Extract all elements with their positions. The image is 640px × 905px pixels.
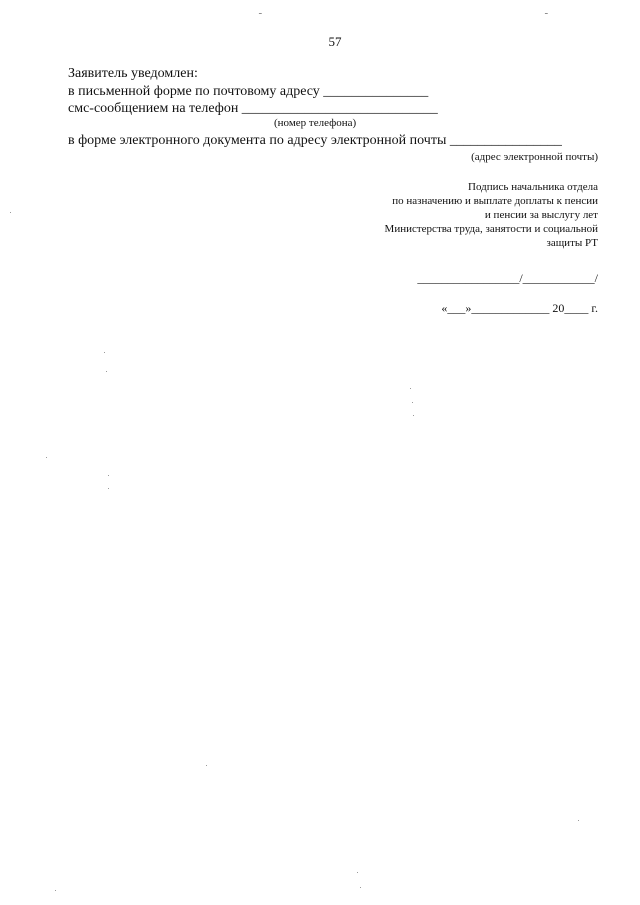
signature-block-line: и пенсии за выслугу лет bbox=[484, 209, 598, 221]
scan-speck bbox=[410, 388, 411, 389]
notice-email-line: в форме электронного документа по адресу электронной почты ________________ bbox=[68, 133, 562, 148]
signature-line: _________________/____________/ bbox=[417, 271, 598, 285]
scan-speck bbox=[46, 457, 47, 458]
signature-block-line: Подпись начальника отдела bbox=[468, 181, 598, 193]
scan-speck bbox=[108, 488, 109, 489]
scan-speck bbox=[106, 371, 107, 372]
scan-speck bbox=[360, 887, 361, 888]
scan-mark: ـ bbox=[545, 6, 548, 16]
scan-mark: ـ bbox=[259, 6, 262, 16]
signature-block-line: по назначению и выплате доплаты к пенсии bbox=[392, 195, 598, 207]
scan-speck bbox=[412, 402, 413, 403]
signature-block bbox=[385, 180, 598, 250]
scan-speck bbox=[357, 872, 358, 873]
signature-block-line: Министерства труда, занятости и социальной bbox=[384, 223, 598, 235]
scan-speck bbox=[10, 212, 11, 213]
notice-postal-line: в письменной форме по почтовому адресу _______________ bbox=[68, 84, 429, 99]
scan-speck bbox=[413, 415, 414, 416]
date-line: «___»_____________ 20____ г. bbox=[441, 301, 598, 315]
scan-speck bbox=[578, 820, 579, 821]
notice-sms-line: смс-сообщением на телефон ____________________________ bbox=[68, 101, 438, 116]
scan-speck bbox=[55, 890, 56, 891]
scan-speck bbox=[104, 352, 105, 353]
email-caption: (адрес электронной почты) bbox=[471, 151, 598, 163]
scan-speck bbox=[108, 475, 109, 476]
page-number: 57 bbox=[328, 34, 342, 49]
signature-block-line: защиты РТ bbox=[546, 237, 598, 249]
scan-speck bbox=[206, 765, 207, 766]
phone-caption: (номер телефона) bbox=[274, 117, 357, 129]
notice-heading: Заявитель уведомлен: bbox=[68, 66, 198, 81]
